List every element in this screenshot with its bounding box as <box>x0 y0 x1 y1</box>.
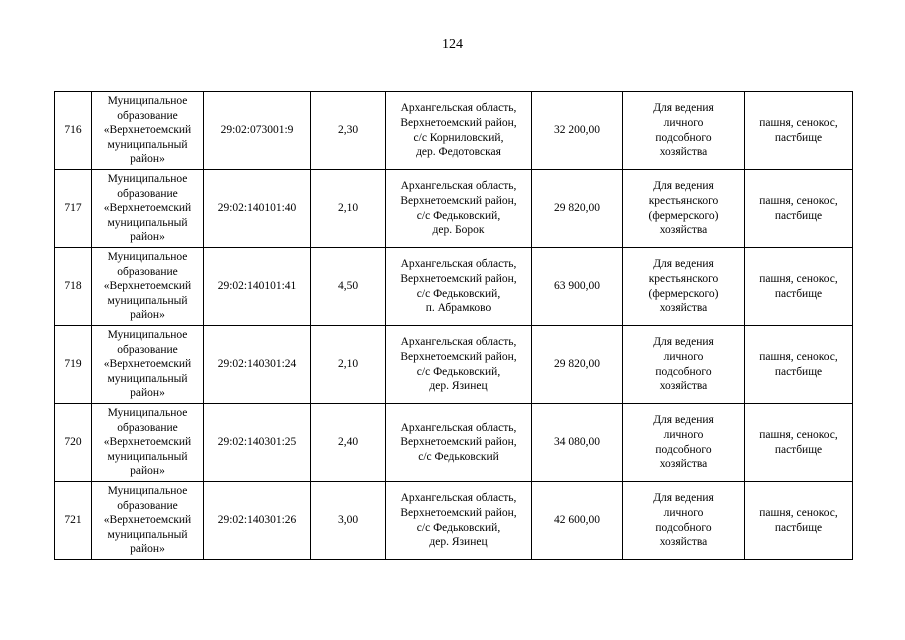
location-cell: Архангельская область, Верхнетоемский район, с/с Федьковский, дер. Язинец <box>386 482 532 560</box>
purpose-cell: Для ведения личного подсобного хозяйства <box>623 92 745 170</box>
cadastral-number-cell: 29:02:140101:40 <box>204 170 311 248</box>
owner-cell: Муниципальное образование «Верхнетоемский муниципальный район» <box>92 92 204 170</box>
land-use-cell: пашня, сенокос, пастбище <box>745 92 853 170</box>
purpose-cell: Для ведения крестьянского (фермерского) хозяйства <box>623 170 745 248</box>
purpose-cell: Для ведения крестьянского (фермерского) хозяйства <box>623 248 745 326</box>
area-cell: 2,10 <box>311 326 386 404</box>
cadastral-number-cell: 29:02:140101:41 <box>204 248 311 326</box>
price-cell: 29 820,00 <box>532 326 623 404</box>
price-cell: 63 900,00 <box>532 248 623 326</box>
price-cell: 34 080,00 <box>532 404 623 482</box>
owner-cell: Муниципальное образование «Верхнетоемский муниципальный район» <box>92 326 204 404</box>
row-number-cell: 720 <box>55 404 92 482</box>
purpose-cell: Для ведения личного подсобного хозяйства <box>623 326 745 404</box>
area-cell: 4,50 <box>311 248 386 326</box>
table-row <box>55 170 853 248</box>
area-cell: 3,00 <box>311 482 386 560</box>
purpose-cell: Для ведения личного подсобного хозяйства <box>623 404 745 482</box>
land-use-cell: пашня, сенокос, пастбище <box>745 326 853 404</box>
cadastral-number-cell: 29:02:140301:26 <box>204 482 311 560</box>
area-cell: 2,40 <box>311 404 386 482</box>
location-cell: Архангельская область, Верхнетоемский район, с/с Федьковский <box>386 404 532 482</box>
table-row <box>55 482 853 560</box>
table-row <box>55 248 853 326</box>
location-cell: Архангельская область, Верхнетоемский район, с/с Федьковский, дер. Язинец <box>386 326 532 404</box>
price-cell: 32 200,00 <box>532 92 623 170</box>
table-row <box>55 404 853 482</box>
land-use-cell: пашня, сенокос, пастбище <box>745 170 853 248</box>
location-cell: Архангельская область, Верхнетоемский район, с/с Федьковский, дер. Борок <box>386 170 532 248</box>
table-row <box>55 326 853 404</box>
owner-cell: Муниципальное образование «Верхнетоемский муниципальный район» <box>92 482 204 560</box>
row-number-cell: 721 <box>55 482 92 560</box>
page-number: 124 <box>442 37 463 52</box>
row-number-cell: 717 <box>55 170 92 248</box>
purpose-cell: Для ведения личного подсобного хозяйства <box>623 482 745 560</box>
cadastral-number-cell: 29:02:073001:9 <box>204 92 311 170</box>
location-cell: Архангельская область, Верхнетоемский район, с/с Федьковский, п. Абрамково <box>386 248 532 326</box>
owner-cell: Муниципальное образование «Верхнетоемский муниципальный район» <box>92 404 204 482</box>
table-row <box>55 92 853 170</box>
owner-cell: Муниципальное образование «Верхнетоемский муниципальный район» <box>92 170 204 248</box>
land-plot-table <box>54 91 853 560</box>
land-use-cell: пашня, сенокос, пастбище <box>745 482 853 560</box>
owner-cell: Муниципальное образование «Верхнетоемский муниципальный район» <box>92 248 204 326</box>
location-cell: Архангельская область, Верхнетоемский район, с/с Корниловский, дер. Федотовская <box>386 92 532 170</box>
row-number-cell: 716 <box>55 92 92 170</box>
area-cell: 2,30 <box>311 92 386 170</box>
land-use-cell: пашня, сенокос, пастбище <box>745 248 853 326</box>
area-cell: 2,10 <box>311 170 386 248</box>
row-number-cell: 718 <box>55 248 92 326</box>
land-use-cell: пашня, сенокос, пастбище <box>745 404 853 482</box>
price-cell: 29 820,00 <box>532 170 623 248</box>
cadastral-number-cell: 29:02:140301:25 <box>204 404 311 482</box>
price-cell: 42 600,00 <box>532 482 623 560</box>
row-number-cell: 719 <box>55 326 92 404</box>
cadastral-number-cell: 29:02:140301:24 <box>204 326 311 404</box>
